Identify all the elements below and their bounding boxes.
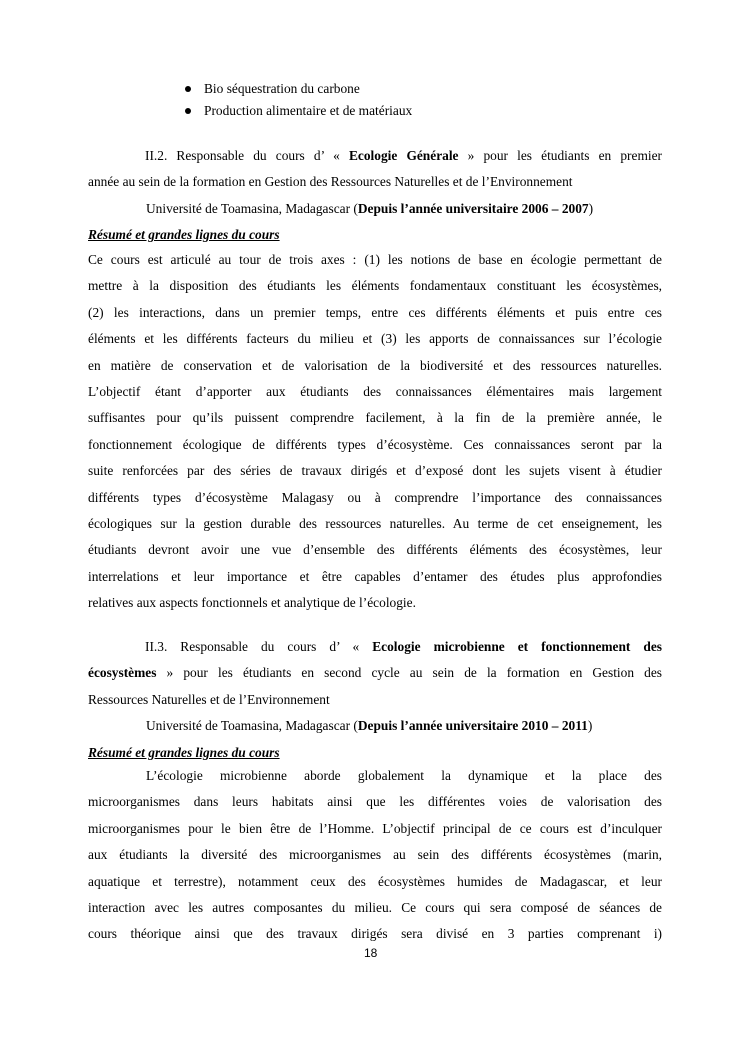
body-line: Ce cours est articulé au tour de trois axes : (1) les notions de base en écologie permettant de: [88, 252, 662, 267]
section-2-2-subheading: Résumé et grandes lignes du cours: [88, 227, 280, 243]
body-line: fonctionnement écologique de différents types d’écosystème. Ces connaissances seront par la: [88, 436, 662, 452]
section-2-3-title-line-2: écosystèmes » pour les étudiants en second cycle au sein de la formation en Gestion des: [88, 665, 662, 681]
body-line: interaction avec les autres composantes du milieu. Ce cours qui sera composé de séances de: [88, 900, 662, 916]
section-2-3-subheading: Résumé et grandes lignes du cours: [88, 744, 280, 760]
list-item-text: Production alimentaire et de matériaux: [204, 103, 413, 118]
section-2-2-header: [88, 143, 662, 249]
list-item-text: Bio séquestration du carbone: [204, 81, 360, 96]
body-line: mettre à la disposition des étudiants les éléments fondamentaux constituant les écosystèmes,: [88, 278, 662, 294]
section-2-2-title-line-2: année au sein de la formation en Gestion des Ressources Naturelles et de l’Environnement: [88, 174, 573, 190]
body-line: microorganismes pour le bien être de l’Homme. L’objectif principal de ce cours est d’inculquer: [88, 820, 662, 836]
section-2-3-title-line: II.3. Responsable du cours d’ « Ecologie microbienne et fonctionnement des: [145, 639, 662, 654]
body-line: relatives aux aspects fonctionnels et analytique de l’écologie.: [88, 595, 416, 611]
body-line: en matière de conservation et de valorisation de la biodiversité et des ressources naturelles.: [88, 357, 662, 373]
body-line: (2) les interactions, dans un premier temps, entre ces différents éléments et puis entre ces: [88, 304, 662, 320]
body-line: différents types d’écosystème Malagasy ou à comprendre l’importance des connaissances: [88, 489, 662, 505]
section-2-2-title-line: II.2. Responsable du cours d’ « Ecologie Générale » pour les étudiants en premier: [145, 148, 662, 163]
body-line: éléments et les différents facteurs du milieu et (3) les apports de connaissances sur l’écologie: [88, 331, 662, 347]
bullet-list: [184, 78, 412, 122]
body-line: L’objectif étant d’apporter aux étudiants des connaissances élémentaires mais largement: [88, 384, 662, 400]
section-2-3-university: Université de Toamasina, Madagascar (Depuis l’année universitaire 2010 – 2011): [146, 718, 593, 734]
body-line: aquatique et terrestre), notamment ceux des écosystèmes humides de Madagascar, et leur: [88, 873, 662, 889]
bullet-icon: [185, 86, 191, 92]
list-item: [184, 100, 412, 122]
list-item: [184, 78, 412, 100]
section-2-2-body: [88, 247, 662, 617]
section-2-2-university: Université de Toamasina, Madagascar (Depuis l’année universitaire 2006 – 2007): [146, 200, 594, 216]
bullet-icon: [185, 108, 191, 114]
body-line: microorganismes dans leurs habitats ainsi que les différentes voies de valorisation des: [88, 794, 662, 810]
section-2-3-title-line-3: Ressources Naturelles et de l’Environnement: [88, 691, 330, 707]
body-line: suffisantes pour qu’ils puissent comprendre facilement, à la fin de la première année, le: [88, 410, 662, 426]
page-number: 18: [364, 946, 378, 960]
course-title: Ecologie microbienne et fonctionnement des: [372, 639, 662, 654]
body-line: écologiques sur la gestion durable des ressources naturelles. Au terme de cet enseignement, les: [88, 516, 662, 532]
body-line: étudiants devront avoir une vue d’ensemble des différents éléments des écosystèmes, leur: [88, 542, 662, 558]
body-line: L’écologie microbienne aborde globalement la dynamique et la place des: [146, 768, 662, 783]
body-line: suite renforcées par des séries de travaux dirigés et d’exposé dont les sujets visent à étudier: [88, 463, 662, 479]
course-title: Ecologie Générale: [348, 148, 459, 163]
body-line: interrelations et leur importance et être capables d’entamer des études plus approfondies: [88, 568, 662, 584]
body-line: cours théorique ainsi que des travaux dirigés sera divisé en 3 parties comprenant i): [88, 926, 662, 942]
body-line: aux étudiants la diversité des microorganismes au sein des différents écosystèmes (marin,: [88, 847, 662, 863]
section-2-3-body: [88, 763, 662, 948]
section-2-3-header: [88, 634, 662, 766]
